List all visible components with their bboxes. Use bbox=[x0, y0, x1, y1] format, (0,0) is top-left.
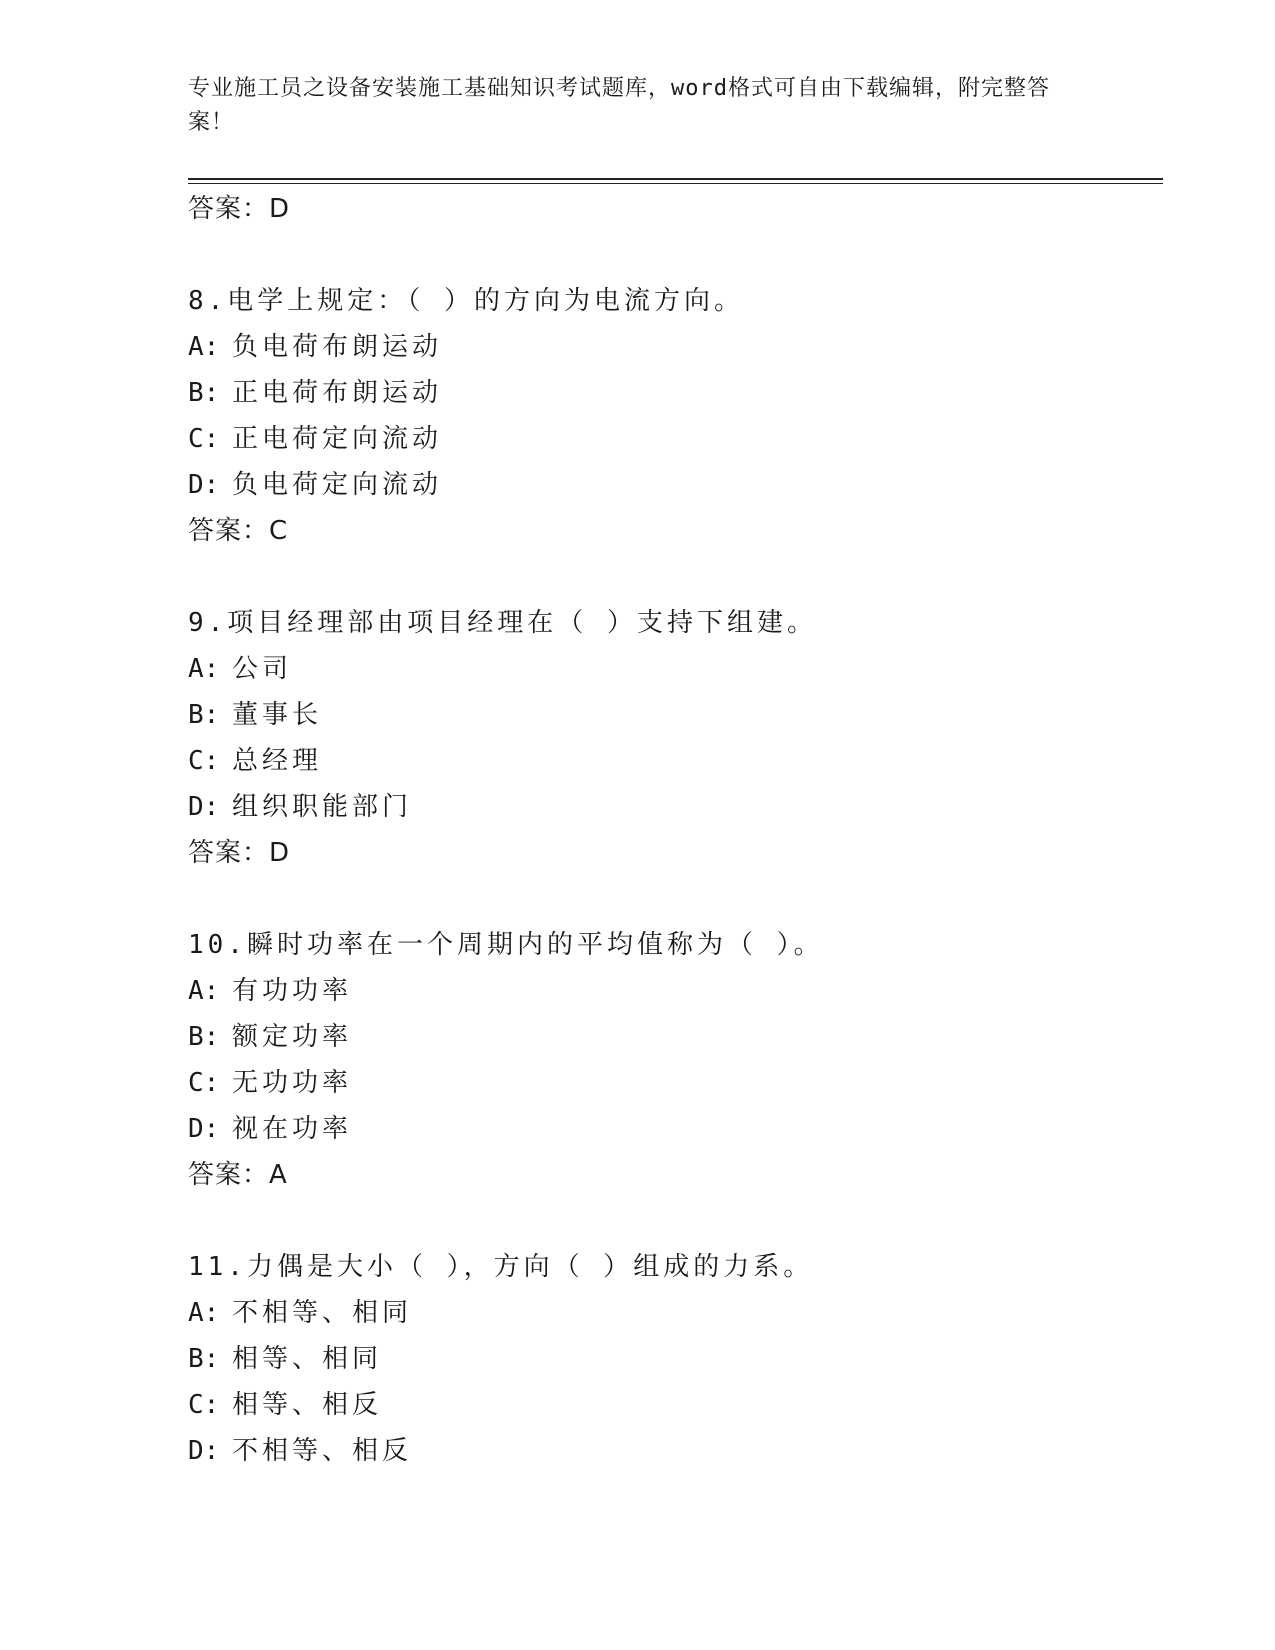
option-text: 负电荷定向流动 bbox=[232, 470, 443, 500]
option-text: 公司 bbox=[232, 654, 293, 684]
option-letter: B: bbox=[188, 1344, 220, 1374]
option-text: 视在功率 bbox=[232, 1114, 353, 1144]
option-text: 相等、相反 bbox=[232, 1390, 383, 1420]
question-block-11 bbox=[188, 1244, 1163, 1474]
option-text: 组织职能部门 bbox=[232, 792, 413, 822]
option-letter: C: bbox=[188, 1068, 220, 1098]
option-b bbox=[188, 1336, 1163, 1382]
question-block-9 bbox=[188, 600, 1163, 876]
option-b bbox=[188, 1014, 1163, 1060]
question-text: 9.项目经理部由项目经理在（ ）支持下组建。 bbox=[188, 608, 817, 638]
question-block-8 bbox=[188, 278, 1163, 554]
option-letter: B: bbox=[188, 1022, 220, 1052]
option-letter: A: bbox=[188, 976, 220, 1006]
option-letter: A: bbox=[188, 1298, 220, 1328]
option-letter: D: bbox=[188, 1114, 220, 1144]
answer-block-7 bbox=[188, 186, 1163, 232]
answer-line: 答案：D bbox=[188, 838, 291, 868]
option-d bbox=[188, 1106, 1163, 1152]
option-letter: B: bbox=[188, 700, 220, 730]
option-a bbox=[188, 968, 1163, 1014]
document-header: 专业施工员之设备安装施工基础知识考试题库，word格式可自由下载编辑，附完整答案！ bbox=[188, 76, 1050, 135]
option-b bbox=[188, 692, 1163, 738]
option-text: 不相等、相反 bbox=[232, 1436, 413, 1466]
option-a bbox=[188, 1290, 1163, 1336]
option-text: 相等、相同 bbox=[232, 1344, 383, 1374]
option-d bbox=[188, 784, 1163, 830]
question-text: 10.瞬时功率在一个周期内的平均值称为（ ）。 bbox=[188, 930, 824, 960]
option-text: 有功功率 bbox=[232, 976, 353, 1006]
option-letter: D: bbox=[188, 1436, 220, 1466]
option-letter: C: bbox=[188, 424, 220, 454]
option-letter: A: bbox=[188, 654, 220, 684]
option-text: 正电荷布朗运动 bbox=[232, 378, 443, 408]
option-letter: D: bbox=[188, 470, 220, 500]
option-d bbox=[188, 462, 1163, 508]
option-text: 正电荷定向流动 bbox=[232, 424, 443, 454]
header-divider bbox=[188, 178, 1163, 180]
answer-line: 答案：A bbox=[188, 1160, 288, 1190]
option-letter: D: bbox=[188, 792, 220, 822]
option-text: 不相等、相同 bbox=[232, 1298, 413, 1328]
option-c bbox=[188, 416, 1163, 462]
answer-line: 答案：C bbox=[188, 516, 289, 546]
option-text: 负电荷布朗运动 bbox=[232, 332, 443, 362]
option-a bbox=[188, 324, 1163, 370]
option-letter: C: bbox=[188, 746, 220, 776]
option-a bbox=[188, 646, 1163, 692]
option-d bbox=[188, 1428, 1163, 1474]
header-divider-thin bbox=[188, 183, 1163, 184]
option-letter: A: bbox=[188, 332, 220, 362]
option-text: 董事长 bbox=[232, 700, 323, 730]
option-text: 额定功率 bbox=[232, 1022, 353, 1052]
question-block-10 bbox=[188, 922, 1163, 1198]
option-c bbox=[188, 1060, 1163, 1106]
question-text: 11.力偶是大小（ ），方向（ ）组成的力系。 bbox=[188, 1252, 814, 1282]
question-text: 8.电学上规定：（ ）的方向为电流方向。 bbox=[188, 286, 744, 316]
answer-line: 答案：D bbox=[188, 194, 291, 224]
option-text: 总经理 bbox=[232, 746, 323, 776]
option-letter: B: bbox=[188, 378, 220, 408]
option-b bbox=[188, 370, 1163, 416]
option-c bbox=[188, 1382, 1163, 1428]
option-letter: C: bbox=[188, 1390, 220, 1420]
option-text: 无功功率 bbox=[232, 1068, 353, 1098]
option-c bbox=[188, 738, 1163, 784]
